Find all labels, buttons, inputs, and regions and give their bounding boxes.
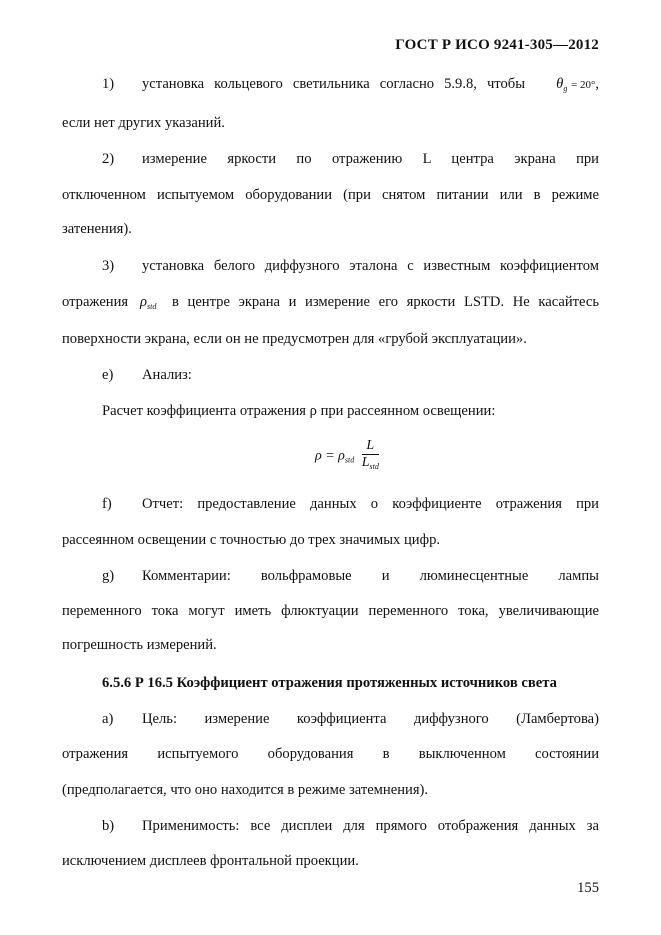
item-3-text: установка белого диффузного эталона с известным коэффициентом [142, 258, 599, 274]
reflectance-formula: $\rho = \rho_{std}$ $\frac{L}{L_{std}}$ [315, 438, 379, 475]
item-b-line-2: исключением дисплеев фронтальной проекции. [62, 853, 359, 869]
page-number: 155 [577, 880, 599, 896]
item-f-line-2: рассеянном освещении с точностью до трех значимых цифр. [62, 532, 441, 548]
item-2-text: измерение яркости по отражению L центра экрана при [142, 151, 599, 167]
item-1-label: 1) [102, 76, 115, 92]
calc-text: Расчет коэффициента отражения ρ при рассеянном освещении: [102, 403, 496, 419]
item-1-text: установка кольцевого светильника согласно 5.9.8, чтобы [142, 76, 525, 92]
item-2-label: 2) [102, 151, 115, 167]
item-a-line-3: (предполагается, что оно находится в режиме затемнения). [62, 782, 429, 798]
theta-expression: $\theta_g = 20^\circ$, [556, 76, 599, 93]
item-3-label: 3) [102, 258, 115, 274]
item-3-line-3: поверхности экрана, если он не предусмотрен для «грубой эксплуатации». [62, 331, 527, 347]
document-page: ГОСТ Р ИСО 9241-305—2012 1) установка кольцевого светильника согласно 5.9.8, чтобы $\theta_g = 20^\circ$, если нет других указаний. 2) измерение яркости по отражению L центра экрана при отключенном испытуемом оборудовании (при снятом питании или в режиме затенения). 3) установка белого диффузного эталона с известным коэффициентом отражения $\rho_{std}$ в центре экрана и измерение его яркости LSTD. Не касайтесь поверхности экрана, если он не предусмотрен для «грубой эксплуатации». e) Анализ: Расчет коэффициента отражения ρ при рассеянном освещении: $\rho = \rho_{std}$ $\frac{L}{L_{std}}$ f) Отчет: предоставление данных о коэффициенте отражения при рассеянном освещении с точностью до трех значимых цифр. g) Комментарии: вольфрамовые и люминесцентные лампы переменного тока могут иметь флюктуации переменного тока, увеличивающие погрешность измерений. 6.5.6 Р 16.5 Коэффициент отражения протяженных источников света a) Цель: измерение коэффициента диффузного (Ламбертова) отражения испытуемого оборудования в выключенном состоянии (предполагается, что оно находится в режиме затемнения). b) Применимость: все дисплеи для прямого отображения данных за исключением дисплеев фронтальной проекции. 155 [0, 0, 661, 935]
item-a-line-2: отражения испытуемого оборудования в выключенном состоянии [62, 746, 599, 762]
formula-fraction: $\frac{L}{L_{std}}$ [361, 438, 379, 471]
page-header: ГОСТ Р ИСО 9241-305—2012 [395, 37, 599, 53]
item-1-line-2: если нет других указаний. [62, 115, 225, 131]
section-heading: 6.5.6 Р 16.5 Коэффициент отражения протяженных источников света [102, 675, 557, 691]
item-g-line-3: погрешность измерений. [62, 637, 217, 653]
item-2-line-3: затенения). [62, 221, 132, 237]
item-g-line-2: переменного тока могут иметь флюктуации переменного тока, увеличивающие [62, 603, 599, 619]
rho-std-symbol: $\rho_{std}$ [140, 294, 157, 311]
item-2-line-2: отключенном испытуемом оборудовании (при снятом питании или в режиме [62, 187, 599, 203]
